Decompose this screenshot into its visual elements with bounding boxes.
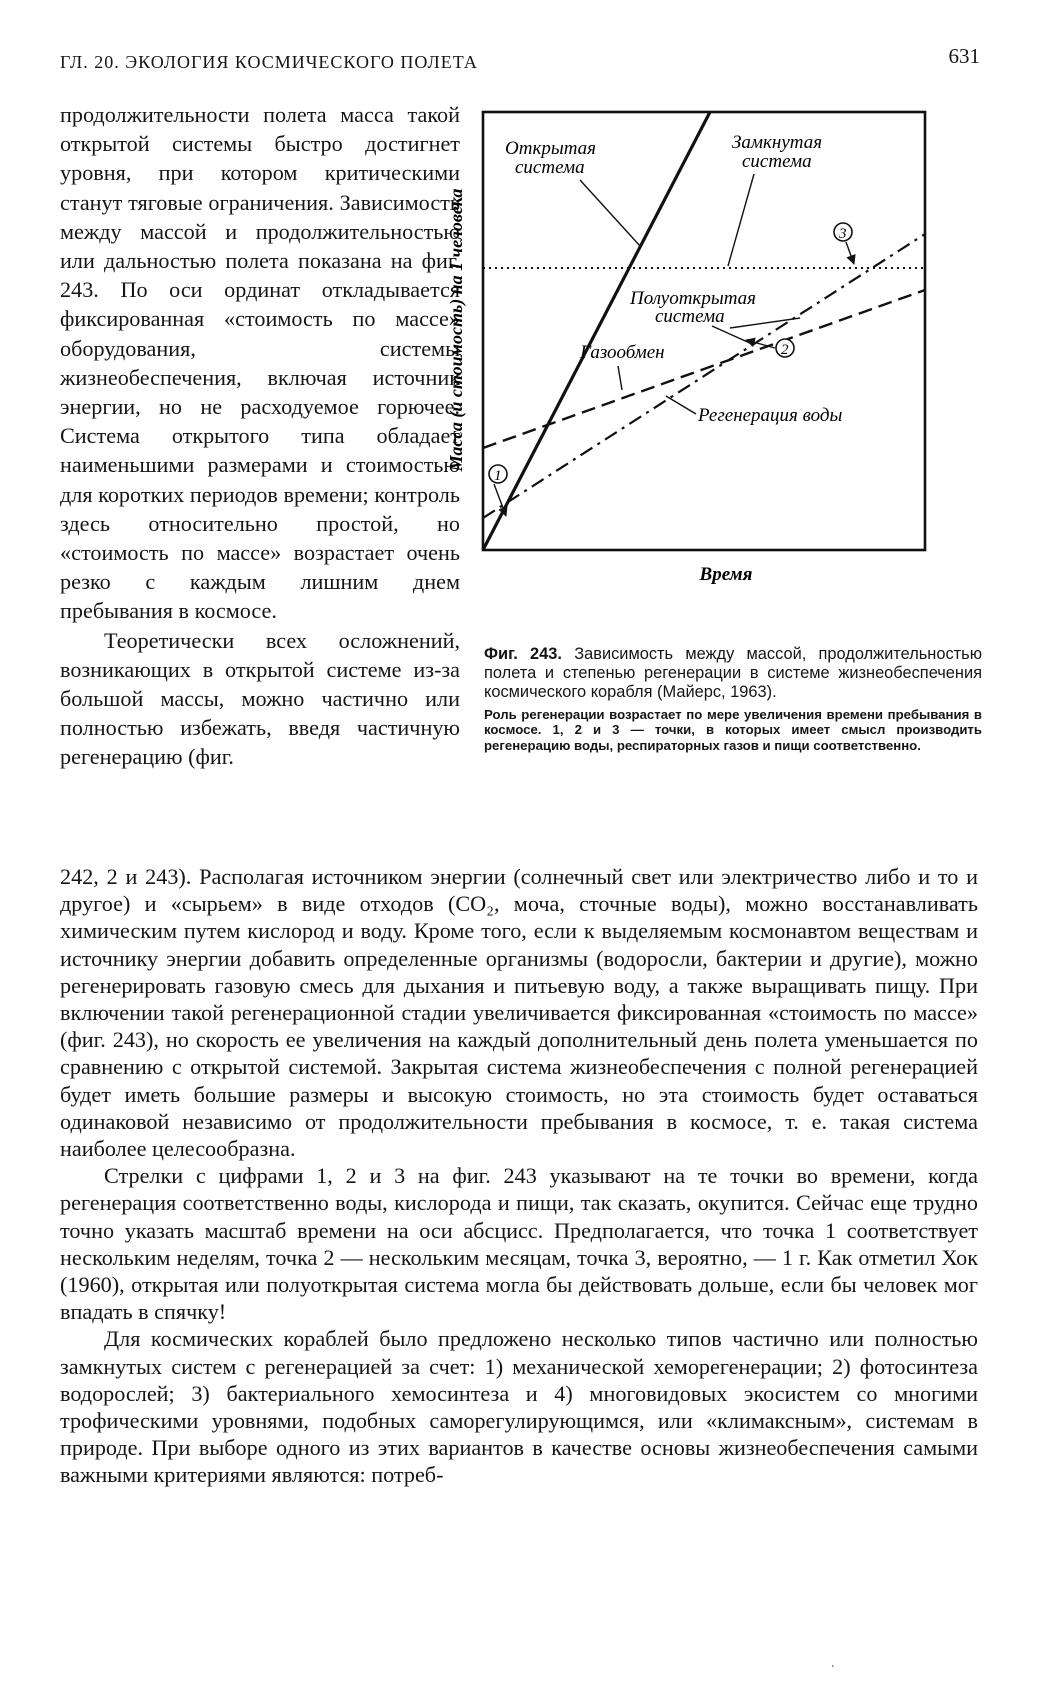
footer-mark: ' — [832, 1664, 834, 1675]
caption-note: Роль регенерации возрастает по мере увеличения времени пребывания в космосе. 1, 2 и 3 — точки, в которых имеет смысл производить регенерацию воды, респираторных газов и пищи соответственно. — [484, 706, 982, 754]
paragraph: 242, 2 и 243). Располагая источником энергии (солнечный свет или электричество либо и то и другое) и «сырьем» в виде отходов (CO₂, моча, сточные воды), можно восстанавливать химическим путем кислород и воду. Кроме того, если к выделяемым космонавтом веществам и источнику энергии добавить определенные организмы (водоросли, бактерии и другие), можно регенерировать газовую смесь для дыхания и питьевую воду, а также выращивать пищу. При включении такой регенерационной стадии увеличивается фиксированная «стоимость по массе» (фиг. 243), но скорость ее увеличения на каждый дополнительный день полета уменьшается по сравнению с открытой системой. Закрытая система жизнеобеспечения с полной регенерацией будет иметь большие размеры и высокую стоимость, но эта стоимость будет оставаться одинаковой независимо от продолжительности пребывания в космосе, т. е. такая система наиболее целесообразна. — [60, 864, 978, 1162]
leader-water — [666, 396, 696, 414]
label-closed-system-2: система — [742, 151, 812, 172]
point-3-label: 3 — [839, 226, 847, 242]
paragraph: продолжительности полета масса такой открытой системы быстро достигнет уровня, при котором критическими станут тяговые ограничения. Зависимость между массой и продолжительностью или дальностью полета показана на фиг. 243. По оси ординат откладывается фиксированная «стоимость по массе» оборудования, системы жизнеобеспечения, включая источник энергии, но не расходуемое горючее. Система открытого типа обладает наименьшими размерами и стоимостью для коротких периодов времени; контроль здесь относительно простой, но «стоимость по массе» возрастает очень резко с каждым лишним днем пребывания в космосе. — [60, 102, 460, 624]
point-1-arrow — [494, 484, 506, 516]
label-semi-open-system: Полуоткрытая — [630, 288, 756, 309]
label-open-system: Открытая — [505, 138, 596, 159]
leader-gas-exchange — [618, 366, 622, 390]
leader-semi-open — [712, 326, 752, 344]
page-header — [60, 44, 980, 78]
caption-figure-number: Фиг. 243. — [484, 645, 562, 663]
point-1-label: 1 — [494, 468, 502, 484]
point-3-arrow — [846, 242, 854, 264]
water-regeneration-line — [483, 234, 925, 518]
label-gas-exchange: Газообмен — [580, 342, 665, 363]
left-column-text — [60, 100, 460, 772]
leader-semi-open-2 — [730, 318, 800, 328]
label-open-system-2: система — [515, 157, 585, 178]
label-closed-system: Замкнутая — [732, 132, 823, 153]
leader-open — [580, 180, 640, 246]
page-number: 631 — [948, 44, 980, 68]
full-width-text — [60, 863, 978, 1489]
caption-main — [484, 645, 982, 703]
x-axis-label: Время — [699, 564, 753, 585]
caption-text: Зависимость между массой, продолжительностью полета и степенью регенерации в системе жизнеобеспечения космического корабля (Майерс, 1963). — [484, 645, 982, 702]
label-semi-open-system-2: система — [655, 306, 725, 327]
paragraph: Для космических кораблей было предложено несколько типов частично или полностью замкнутых систем с регенерацией за счет: 1) механической хеморегенерации; 2) фотосинтеза водорослей; 3) бактериального хемосинтеза и 4) многовидовых экосистем со многими трофическими уровнями, подобных саморегулирующимся, или «климаксным», системам в природе. При выборе одного из этих вариантов в качестве основы жизнеобеспечения самыми важными критериями являются: потреб- — [60, 1326, 978, 1488]
paragraph: Стрелки с цифрами 1, 2 и 3 на фиг. 243 указывают на те точки во времени, когда регенерация соответственно воды, кислорода и пищи, так сказать, окупится. Сейчас еще трудно точно указать масштаб времени на оси абсцисс. Предполагается, что точка 1 соответствует нескольким неделям, точка 2 — нескольким месяцам, точка 3, вероятно, — 1 г. Как отметил Хок (1960), открытая или полуоткрытая система могла бы действовать дольше, если бы человек мог впадать в спячку! — [60, 1163, 978, 1325]
leader-closed — [728, 174, 754, 266]
paragraph: Теоретически всех осложнений, возникающих в открытой системе из-за большой массы, можно частично или полностью избежать, введя частичную регенерацию (фиг. — [60, 627, 460, 770]
point-2-label: 2 — [781, 342, 789, 358]
y-axis-label: Масса (и стоимость) на 1 человека — [446, 188, 466, 472]
running-title: ГЛ. 20. ЭКОЛОГИЯ КОСМИЧЕСКОГО ПОЛЕТА — [60, 52, 478, 72]
label-water-regeneration: Регенерация воды — [698, 405, 843, 426]
figure-caption — [484, 645, 982, 754]
